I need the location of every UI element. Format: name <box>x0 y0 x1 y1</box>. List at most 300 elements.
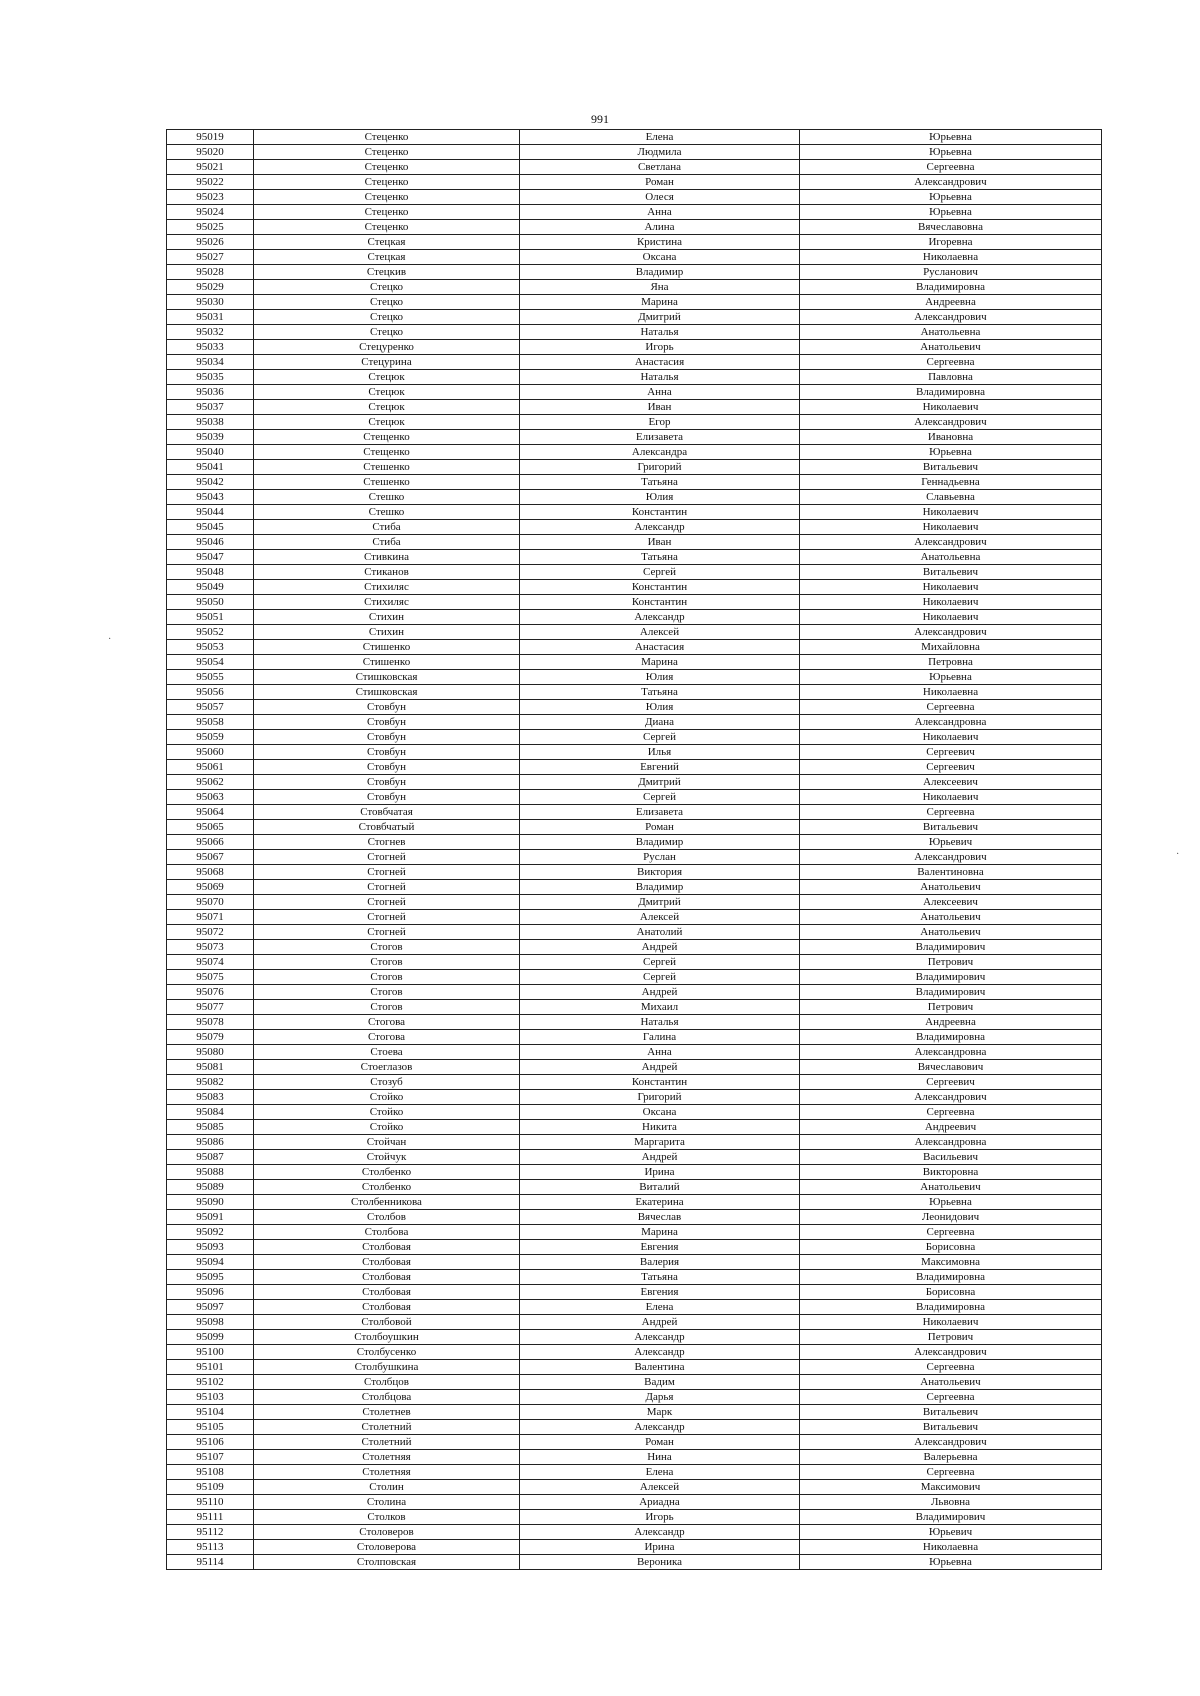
record-number-cell: 95092 <box>167 1225 254 1240</box>
last-name-cell: Стецюк <box>254 415 520 430</box>
last-name-cell: Стишенко <box>254 640 520 655</box>
last-name-cell: Столбовая <box>254 1270 520 1285</box>
patronymic-cell: Владимировна <box>800 280 1102 295</box>
record-number-cell: 95024 <box>167 205 254 220</box>
record-number-cell: 95113 <box>167 1540 254 1555</box>
table-row <box>167 820 1102 835</box>
record-number-cell: 95032 <box>167 325 254 340</box>
last-name-cell: Стихин <box>254 610 520 625</box>
record-number-cell: 95077 <box>167 1000 254 1015</box>
first-name-cell: Алексей <box>520 625 800 640</box>
patronymic-cell: Николаевна <box>800 250 1102 265</box>
table-row <box>167 295 1102 310</box>
table-row <box>167 700 1102 715</box>
first-name-cell: Дмитрий <box>520 775 800 790</box>
patronymic-cell: Анатольевич <box>800 880 1102 895</box>
table-row <box>167 1300 1102 1315</box>
last-name-cell: Столетняя <box>254 1465 520 1480</box>
last-name-cell: Стеценко <box>254 190 520 205</box>
table-row <box>167 1465 1102 1480</box>
record-number-cell: 95054 <box>167 655 254 670</box>
patronymic-cell: Александрович <box>800 415 1102 430</box>
table-row <box>167 280 1102 295</box>
record-number-cell: 95076 <box>167 985 254 1000</box>
last-name-cell: Столбовая <box>254 1255 520 1270</box>
last-name-cell: Стовбун <box>254 775 520 790</box>
record-number-cell: 95050 <box>167 595 254 610</box>
patronymic-cell: Александрович <box>800 625 1102 640</box>
record-number-cell: 95104 <box>167 1405 254 1420</box>
roster-body <box>167 130 1102 1570</box>
table-row <box>167 1210 1102 1225</box>
table-row <box>167 1540 1102 1555</box>
last-name-cell: Стогова <box>254 1015 520 1030</box>
patronymic-cell: Александрович <box>800 1090 1102 1105</box>
first-name-cell: Ирина <box>520 1165 800 1180</box>
table-row <box>167 1435 1102 1450</box>
record-number-cell: 95062 <box>167 775 254 790</box>
first-name-cell: Виталий <box>520 1180 800 1195</box>
last-name-cell: Стогней <box>254 850 520 865</box>
patronymic-cell: Петрович <box>800 1000 1102 1015</box>
record-number-cell: 95070 <box>167 895 254 910</box>
patronymic-cell: Витальевич <box>800 1420 1102 1435</box>
patronymic-cell: Сергеевич <box>800 760 1102 775</box>
patronymic-cell: Владимировна <box>800 1270 1102 1285</box>
patronymic-cell: Витальевич <box>800 820 1102 835</box>
last-name-cell: Стоева <box>254 1045 520 1060</box>
table-row <box>167 1195 1102 1210</box>
last-name-cell: Стовбун <box>254 760 520 775</box>
first-name-cell: Илья <box>520 745 800 760</box>
record-number-cell: 95043 <box>167 490 254 505</box>
patronymic-cell: Павловна <box>800 370 1102 385</box>
last-name-cell: Стиканов <box>254 565 520 580</box>
patronymic-cell: Сергеевна <box>800 355 1102 370</box>
patronymic-cell: Сергеевич <box>800 1075 1102 1090</box>
first-name-cell: Яна <box>520 280 800 295</box>
last-name-cell: Столбовой <box>254 1315 520 1330</box>
first-name-cell: Сергей <box>520 730 800 745</box>
first-name-cell: Валерия <box>520 1255 800 1270</box>
table-row <box>167 1120 1102 1135</box>
last-name-cell: Стовбун <box>254 700 520 715</box>
table-row <box>167 760 1102 775</box>
last-name-cell: Стивкина <box>254 550 520 565</box>
last-name-cell: Стецко <box>254 295 520 310</box>
record-number-cell: 95106 <box>167 1435 254 1450</box>
table-row <box>167 1375 1102 1390</box>
first-name-cell: Елизавета <box>520 805 800 820</box>
table-row <box>167 310 1102 325</box>
last-name-cell: Стеценко <box>254 175 520 190</box>
patronymic-cell: Сергеевна <box>800 1225 1102 1240</box>
patronymic-cell: Валерьевна <box>800 1450 1102 1465</box>
roster-table <box>166 129 1102 1570</box>
first-name-cell: Константин <box>520 1075 800 1090</box>
table-row <box>167 1330 1102 1345</box>
table-row <box>167 1360 1102 1375</box>
record-number-cell: 95029 <box>167 280 254 295</box>
table-row <box>167 865 1102 880</box>
record-number-cell: 95068 <box>167 865 254 880</box>
table-row <box>167 1270 1102 1285</box>
patronymic-cell: Сергеевна <box>800 1360 1102 1375</box>
record-number-cell: 95025 <box>167 220 254 235</box>
last-name-cell: Столбушкина <box>254 1360 520 1375</box>
table-row <box>167 205 1102 220</box>
patronymic-cell: Алексеевич <box>800 895 1102 910</box>
patronymic-cell: Сергеевна <box>800 1390 1102 1405</box>
table-row <box>167 1075 1102 1090</box>
table-row <box>167 1390 1102 1405</box>
table-row <box>167 505 1102 520</box>
patronymic-cell: Сергеевич <box>800 745 1102 760</box>
record-number-cell: 95061 <box>167 760 254 775</box>
first-name-cell: Наталья <box>520 370 800 385</box>
table-row <box>167 925 1102 940</box>
record-number-cell: 95088 <box>167 1165 254 1180</box>
record-number-cell: 95058 <box>167 715 254 730</box>
record-number-cell: 95065 <box>167 820 254 835</box>
patronymic-cell: Владимирович <box>800 1510 1102 1525</box>
record-number-cell: 95085 <box>167 1120 254 1135</box>
first-name-cell: Иван <box>520 535 800 550</box>
last-name-cell: Стовбчатый <box>254 820 520 835</box>
first-name-cell: Андрей <box>520 1150 800 1165</box>
record-number-cell: 95048 <box>167 565 254 580</box>
table-row <box>167 1015 1102 1030</box>
patronymic-cell: Николаевна <box>800 685 1102 700</box>
record-number-cell: 95047 <box>167 550 254 565</box>
first-name-cell: Татьяна <box>520 475 800 490</box>
patronymic-cell: Сергеевна <box>800 1105 1102 1120</box>
record-number-cell: 95083 <box>167 1090 254 1105</box>
record-number-cell: 95060 <box>167 745 254 760</box>
patronymic-cell: Николаевич <box>800 505 1102 520</box>
record-number-cell: 95053 <box>167 640 254 655</box>
first-name-cell: Михаил <box>520 1000 800 1015</box>
first-name-cell: Ариадна <box>520 1495 800 1510</box>
record-number-cell: 95082 <box>167 1075 254 1090</box>
last-name-cell: Стовбчатая <box>254 805 520 820</box>
record-number-cell: 95100 <box>167 1345 254 1360</box>
patronymic-cell: Владимировна <box>800 1300 1102 1315</box>
last-name-cell: Стецюк <box>254 400 520 415</box>
record-number-cell: 95059 <box>167 730 254 745</box>
record-number-cell: 95063 <box>167 790 254 805</box>
first-name-cell: Евгения <box>520 1240 800 1255</box>
table-row <box>167 1510 1102 1525</box>
last-name-cell: Столетний <box>254 1435 520 1450</box>
last-name-cell: Стецко <box>254 325 520 340</box>
first-name-cell: Андрей <box>520 985 800 1000</box>
first-name-cell: Григорий <box>520 1090 800 1105</box>
record-number-cell: 95019 <box>167 130 254 145</box>
patronymic-cell: Максимович <box>800 1480 1102 1495</box>
record-number-cell: 95102 <box>167 1375 254 1390</box>
patronymic-cell: Витальевич <box>800 565 1102 580</box>
table-row <box>167 790 1102 805</box>
last-name-cell: Стогней <box>254 880 520 895</box>
first-name-cell: Игорь <box>520 340 800 355</box>
first-name-cell: Марина <box>520 655 800 670</box>
last-name-cell: Столетний <box>254 1420 520 1435</box>
first-name-cell: Нина <box>520 1450 800 1465</box>
patronymic-cell: Александровна <box>800 715 1102 730</box>
first-name-cell: Сергей <box>520 955 800 970</box>
patronymic-cell: Юрьевич <box>800 1525 1102 1540</box>
patronymic-cell: Валентиновна <box>800 865 1102 880</box>
patronymic-cell: Юрьевна <box>800 445 1102 460</box>
record-number-cell: 95056 <box>167 685 254 700</box>
table-row <box>167 640 1102 655</box>
last-name-cell: Стецкая <box>254 235 520 250</box>
patronymic-cell: Андреевич <box>800 1120 1102 1135</box>
table-row <box>167 160 1102 175</box>
last-name-cell: Стогней <box>254 895 520 910</box>
table-row <box>167 520 1102 535</box>
patronymic-cell: Владимирович <box>800 970 1102 985</box>
record-number-cell: 95045 <box>167 520 254 535</box>
last-name-cell: Столбенко <box>254 1165 520 1180</box>
record-number-cell: 95093 <box>167 1240 254 1255</box>
first-name-cell: Наталья <box>520 325 800 340</box>
record-number-cell: 95098 <box>167 1315 254 1330</box>
last-name-cell: Стогов <box>254 985 520 1000</box>
last-name-cell: Стогова <box>254 1030 520 1045</box>
last-name-cell: Стогов <box>254 1000 520 1015</box>
patronymic-cell: Юрьевна <box>800 130 1102 145</box>
record-number-cell: 95081 <box>167 1060 254 1075</box>
last-name-cell: Стогов <box>254 970 520 985</box>
table-row <box>167 130 1102 145</box>
first-name-cell: Роман <box>520 1435 800 1450</box>
table-row <box>167 745 1102 760</box>
table-row <box>167 1255 1102 1270</box>
last-name-cell: Стишковская <box>254 685 520 700</box>
patronymic-cell: Николаевич <box>800 610 1102 625</box>
last-name-cell: Столбенко <box>254 1180 520 1195</box>
record-number-cell: 95089 <box>167 1180 254 1195</box>
record-number-cell: 95110 <box>167 1495 254 1510</box>
record-number-cell: 95105 <box>167 1420 254 1435</box>
table-row <box>167 1045 1102 1060</box>
first-name-cell: Григорий <box>520 460 800 475</box>
first-name-cell: Алексей <box>520 910 800 925</box>
first-name-cell: Владимир <box>520 835 800 850</box>
last-name-cell: Столетняя <box>254 1450 520 1465</box>
table-row <box>167 355 1102 370</box>
first-name-cell: Марина <box>520 1225 800 1240</box>
patronymic-cell: Славьевна <box>800 490 1102 505</box>
table-row <box>167 655 1102 670</box>
patronymic-cell: Александрович <box>800 850 1102 865</box>
patronymic-cell: Алексеевич <box>800 775 1102 790</box>
first-name-cell: Никита <box>520 1120 800 1135</box>
table-row <box>167 1180 1102 1195</box>
last-name-cell: Стиба <box>254 535 520 550</box>
first-name-cell: Анна <box>520 385 800 400</box>
first-name-cell: Елизавета <box>520 430 800 445</box>
first-name-cell: Наталья <box>520 1015 800 1030</box>
first-name-cell: Вероника <box>520 1555 800 1570</box>
first-name-cell: Владимир <box>520 880 800 895</box>
patronymic-cell: Витальевич <box>800 460 1102 475</box>
record-number-cell: 95087 <box>167 1150 254 1165</box>
last-name-cell: Стозуб <box>254 1075 520 1090</box>
record-number-cell: 95051 <box>167 610 254 625</box>
table-row <box>167 475 1102 490</box>
last-name-cell: Стецко <box>254 280 520 295</box>
first-name-cell: Александр <box>520 1420 800 1435</box>
table-row <box>167 460 1102 475</box>
table-row <box>167 1285 1102 1300</box>
patronymic-cell: Петрович <box>800 1330 1102 1345</box>
first-name-cell: Иван <box>520 400 800 415</box>
record-number-cell: 95033 <box>167 340 254 355</box>
table-row <box>167 1225 1102 1240</box>
last-name-cell: Стихин <box>254 625 520 640</box>
last-name-cell: Стецюк <box>254 385 520 400</box>
record-number-cell: 95064 <box>167 805 254 820</box>
last-name-cell: Стецкив <box>254 265 520 280</box>
first-name-cell: Юлия <box>520 700 800 715</box>
table-row <box>167 190 1102 205</box>
record-number-cell: 95074 <box>167 955 254 970</box>
record-number-cell: 95057 <box>167 700 254 715</box>
table-row <box>167 610 1102 625</box>
last-name-cell: Столбенникова <box>254 1195 520 1210</box>
table-row <box>167 535 1102 550</box>
record-number-cell: 95044 <box>167 505 254 520</box>
record-number-cell: 95080 <box>167 1045 254 1060</box>
table-row <box>167 415 1102 430</box>
first-name-cell: Людмила <box>520 145 800 160</box>
scan-speck-right: · <box>1176 849 1180 860</box>
table-row <box>167 1495 1102 1510</box>
table-row <box>167 1450 1102 1465</box>
table-row <box>167 445 1102 460</box>
record-number-cell: 95099 <box>167 1330 254 1345</box>
record-number-cell: 95031 <box>167 310 254 325</box>
patronymic-cell: Сергеевна <box>800 160 1102 175</box>
patronymic-cell: Александрович <box>800 1345 1102 1360</box>
record-number-cell: 95111 <box>167 1510 254 1525</box>
record-number-cell: 95055 <box>167 670 254 685</box>
last-name-cell: Стешенко <box>254 460 520 475</box>
first-name-cell: Марина <box>520 295 800 310</box>
last-name-cell: Столоверова <box>254 1540 520 1555</box>
table-row <box>167 895 1102 910</box>
patronymic-cell: Викторовна <box>800 1165 1102 1180</box>
record-number-cell: 95079 <box>167 1030 254 1045</box>
table-row <box>167 235 1102 250</box>
first-name-cell: Александр <box>520 1345 800 1360</box>
last-name-cell: Столбов <box>254 1210 520 1225</box>
last-name-cell: Столповская <box>254 1555 520 1570</box>
patronymic-cell: Васильевич <box>800 1150 1102 1165</box>
table-row <box>167 250 1102 265</box>
record-number-cell: 95066 <box>167 835 254 850</box>
first-name-cell: Евгений <box>520 760 800 775</box>
first-name-cell: Светлана <box>520 160 800 175</box>
last-name-cell: Стойко <box>254 1090 520 1105</box>
first-name-cell: Алексей <box>520 1480 800 1495</box>
patronymic-cell: Леонидович <box>800 1210 1102 1225</box>
patronymic-cell: Витальевич <box>800 1405 1102 1420</box>
first-name-cell: Татьяна <box>520 550 800 565</box>
table-row <box>167 1405 1102 1420</box>
record-number-cell: 95046 <box>167 535 254 550</box>
record-number-cell: 95073 <box>167 940 254 955</box>
patronymic-cell: Петрович <box>800 955 1102 970</box>
last-name-cell: Стешко <box>254 505 520 520</box>
patronymic-cell: Борисовна <box>800 1285 1102 1300</box>
last-name-cell: Стеценко <box>254 160 520 175</box>
first-name-cell: Константин <box>520 595 800 610</box>
patronymic-cell: Анатольевна <box>800 550 1102 565</box>
first-name-cell: Игорь <box>520 1510 800 1525</box>
last-name-cell: Стогней <box>254 910 520 925</box>
last-name-cell: Стецко <box>254 310 520 325</box>
first-name-cell: Анатолий <box>520 925 800 940</box>
last-name-cell: Стешко <box>254 490 520 505</box>
last-name-cell: Столин <box>254 1480 520 1495</box>
last-name-cell: Стовбун <box>254 730 520 745</box>
first-name-cell: Елена <box>520 1465 800 1480</box>
first-name-cell: Олеся <box>520 190 800 205</box>
record-number-cell: 95034 <box>167 355 254 370</box>
last-name-cell: Стихиляс <box>254 580 520 595</box>
last-name-cell: Стещенко <box>254 430 520 445</box>
patronymic-cell: Юрьевна <box>800 145 1102 160</box>
table-row <box>167 880 1102 895</box>
record-number-cell: 95109 <box>167 1480 254 1495</box>
last-name-cell: Стовбун <box>254 715 520 730</box>
first-name-cell: Юлия <box>520 670 800 685</box>
patronymic-cell: Вячеславович <box>800 1060 1102 1075</box>
last-name-cell: Столбовая <box>254 1240 520 1255</box>
record-number-cell: 95094 <box>167 1255 254 1270</box>
first-name-cell: Елена <box>520 1300 800 1315</box>
record-number-cell: 95114 <box>167 1555 254 1570</box>
record-number-cell: 95042 <box>167 475 254 490</box>
record-number-cell: 95037 <box>167 400 254 415</box>
patronymic-cell: Львовна <box>800 1495 1102 1510</box>
last-name-cell: Стеценко <box>254 145 520 160</box>
last-name-cell: Стовбун <box>254 790 520 805</box>
patronymic-cell: Андреевна <box>800 295 1102 310</box>
patronymic-cell: Александрович <box>800 535 1102 550</box>
table-row <box>167 1525 1102 1540</box>
first-name-cell: Сергей <box>520 970 800 985</box>
table-row <box>167 385 1102 400</box>
patronymic-cell: Юрьевна <box>800 190 1102 205</box>
record-number-cell: 95067 <box>167 850 254 865</box>
table-row <box>167 1480 1102 1495</box>
patronymic-cell: Владимирович <box>800 940 1102 955</box>
first-name-cell: Екатерина <box>520 1195 800 1210</box>
table-row <box>167 175 1102 190</box>
last-name-cell: Стиба <box>254 520 520 535</box>
record-number-cell: 95027 <box>167 250 254 265</box>
patronymic-cell: Русланович <box>800 265 1102 280</box>
last-name-cell: Стишенко <box>254 655 520 670</box>
first-name-cell: Вячеслав <box>520 1210 800 1225</box>
table-row <box>167 835 1102 850</box>
first-name-cell: Андрей <box>520 1315 800 1330</box>
